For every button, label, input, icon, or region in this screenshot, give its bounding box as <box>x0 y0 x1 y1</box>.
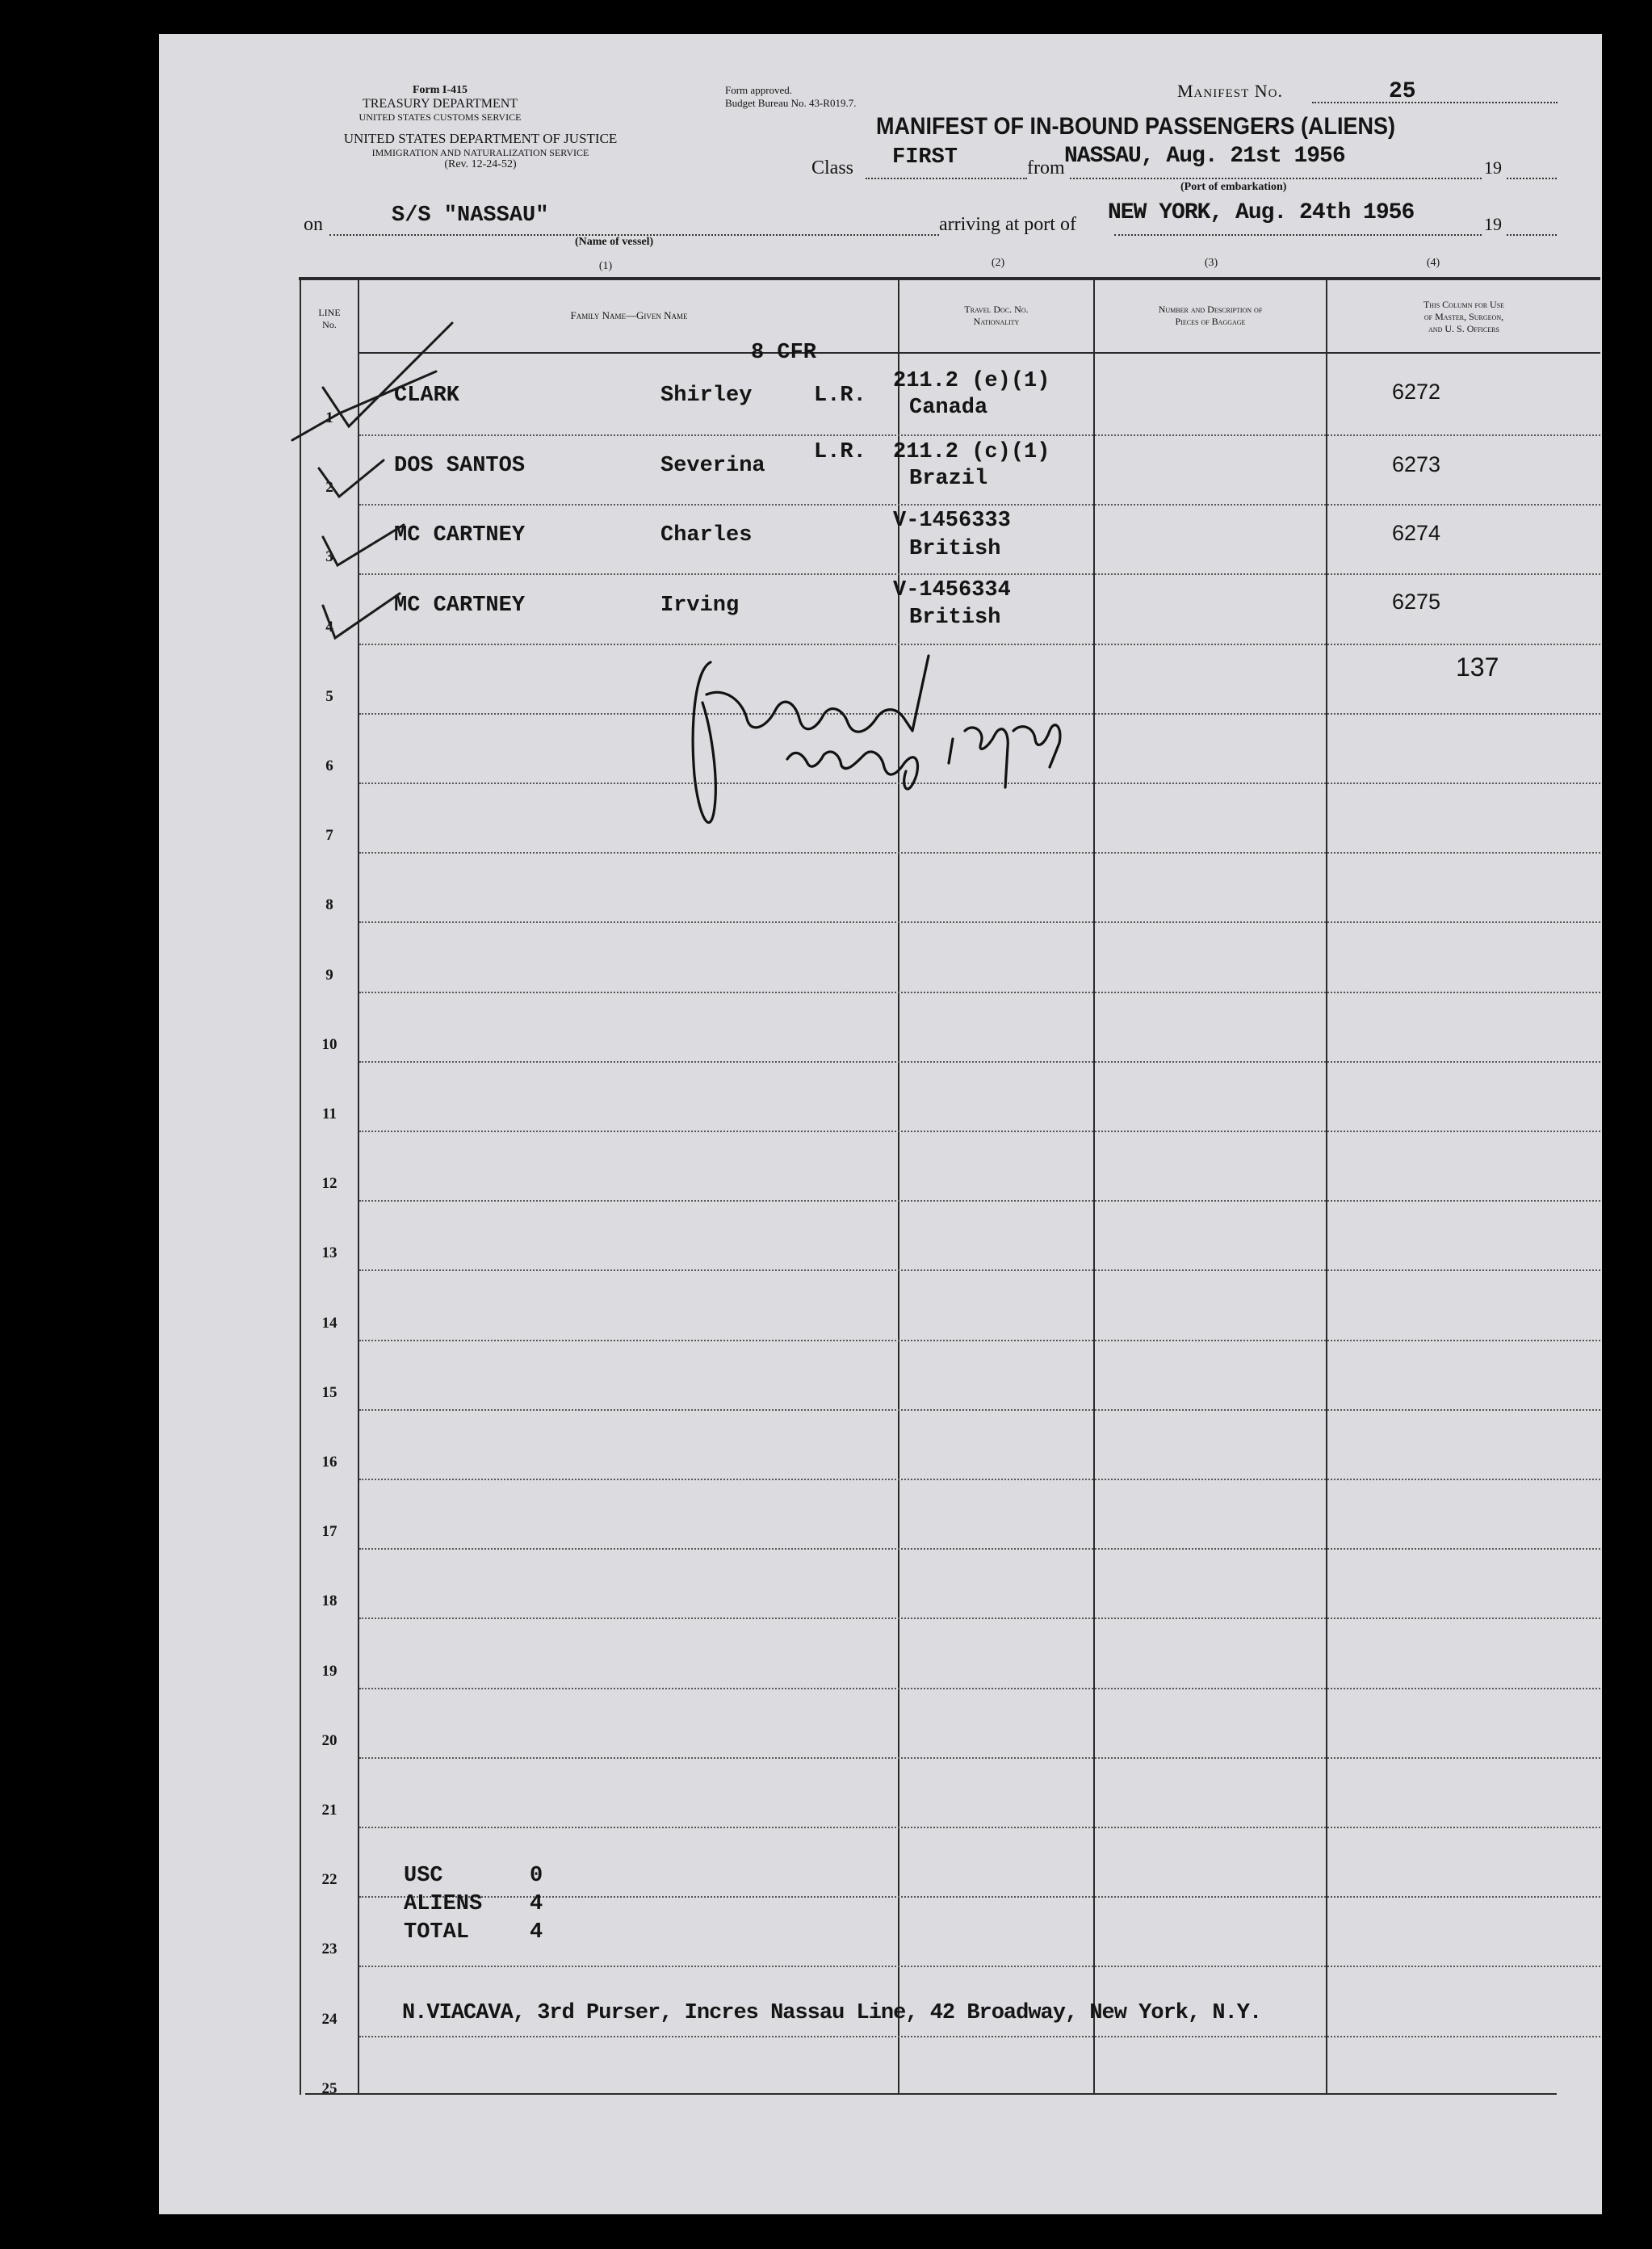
col-num-1: (1) <box>598 260 613 272</box>
passenger-3-officer-no: 6274 <box>1392 521 1441 545</box>
passenger-1-officer-no: 6272 <box>1392 380 1441 404</box>
check-mark-row-2 <box>319 460 384 497</box>
customs-service: UNITED STATES CUSTOMS SERVICE <box>358 111 522 123</box>
passenger-2-nationality: Brazil <box>909 467 988 491</box>
header-line-no: LINE No. <box>318 307 341 330</box>
total-usc-value: 0 <box>530 1864 543 1888</box>
line-number: 21 <box>321 1802 338 1819</box>
passenger-3-given: Charles <box>660 523 753 548</box>
stamp-number: 137 <box>1456 652 1499 682</box>
justice-dept: UNITED STATES DEPARTMENT OF JUSTICE <box>343 131 618 146</box>
line-number: 8 <box>325 896 333 913</box>
check-mark-row-3 <box>323 525 404 565</box>
treasury-dept: TREASURY DEPARTMENT <box>362 97 518 111</box>
line-number: 2 <box>325 479 333 496</box>
passenger-1-lr: L.R. <box>814 384 866 408</box>
passenger-2-family: DOS SANTOS <box>394 454 526 478</box>
line-number: 12 <box>321 1175 338 1192</box>
from-value: NASSAU, Aug. 21st 1956 <box>1064 144 1345 169</box>
line-number: 10 <box>321 1036 338 1053</box>
passenger-1-doc: 211.2 (e)(1) <box>893 369 1050 393</box>
line-number: 14 <box>321 1315 338 1332</box>
passenger-4-given: Irving <box>660 594 740 618</box>
header-travel: Travel Doc. No. Nationality <box>964 304 1029 327</box>
passenger-4-doc: V-1456334 <box>893 578 1011 602</box>
line-number: 16 <box>321 1454 338 1471</box>
col-num-3: (3) <box>1204 257 1218 269</box>
check-mark-row-1 <box>292 323 452 440</box>
total-total-value: 4 <box>530 1920 543 1945</box>
year-suffix-2: 19 <box>1484 214 1502 234</box>
passenger-2-lr: L.R. <box>814 440 866 464</box>
total-usc-label: USC <box>404 1864 443 1888</box>
arriving-value: NEW YORK, Aug. 24th 1956 <box>1108 200 1415 225</box>
passenger-2-given: Severina <box>660 454 765 478</box>
line-number: 15 <box>321 1384 338 1401</box>
vessel-name: S/S "NASSAU" <box>392 204 549 228</box>
check-mark-row-4 <box>323 594 400 638</box>
line-number: 18 <box>321 1592 338 1609</box>
port-embark-label: (Port of embarkation) <box>1180 181 1287 193</box>
passenger-3-nationality: British <box>909 537 1001 561</box>
passenger-3-family: MC CARTNEY <box>394 523 526 548</box>
passenger-2-doc: 211.2 (c)(1) <box>893 440 1050 464</box>
line-number: 5 <box>325 688 333 705</box>
line-number: 19 <box>321 1663 338 1680</box>
line-number: 25 <box>321 2080 338 2097</box>
signature <box>693 656 1060 823</box>
manifest-no-label: Manifest No. <box>1177 81 1283 101</box>
class-label: Class <box>811 157 854 178</box>
line-number: 22 <box>321 1871 338 1888</box>
col-num-2: (2) <box>991 257 1005 269</box>
passenger-3-doc: V-1456333 <box>893 509 1011 533</box>
line-number: 20 <box>321 1732 338 1749</box>
header-baggage: Number and Description of Pieces of Baggage <box>1158 304 1263 327</box>
revision-date: (Rev. 12-24-52) <box>444 158 517 170</box>
line-number: 6 <box>325 757 333 774</box>
purser-signature-line: N.VIACAVA, 3rd Purser, Incres Nassau Line, 42 Broadway, New York, N.Y. <box>402 2001 1262 2025</box>
class-value: FIRST <box>892 145 958 170</box>
passenger-1-family: CLARK <box>394 384 460 408</box>
line-number: 4 <box>325 619 333 636</box>
passenger-1-given: Shirley <box>660 384 753 408</box>
from-label: from <box>1027 157 1065 178</box>
ins-service: IMMIGRATION AND NATURALIZATION SERVICE <box>371 147 589 158</box>
header-officers: This Column for Use of Master, Surgeon, and U. S. Officers <box>1423 299 1505 334</box>
line-number: 24 <box>321 2011 338 2028</box>
form-approved: Form approved. <box>725 84 793 96</box>
total-aliens-label: ALIENS <box>404 1892 483 1916</box>
line-number: 13 <box>321 1244 338 1261</box>
header-name: Family Name—Given Name <box>570 309 688 321</box>
arriving-label: arriving at port of <box>939 214 1076 235</box>
form-id: Form I-415 <box>412 84 468 96</box>
passenger-4-family: MC CARTNEY <box>394 594 526 618</box>
total-total-label: TOTAL <box>404 1920 470 1945</box>
line-number: 1 <box>325 409 333 426</box>
budget-bureau: Budget Bureau No. 43-R019.7. <box>725 97 857 109</box>
manifest-no-value: 25 <box>1389 79 1416 104</box>
passenger-2-officer-no: 6273 <box>1392 452 1441 476</box>
on-label: on <box>304 214 323 235</box>
total-aliens-value: 4 <box>530 1892 543 1916</box>
vessel-label: (Name of vessel) <box>575 236 654 248</box>
passenger-4-nationality: British <box>909 606 1001 630</box>
line-number: 11 <box>322 1106 337 1122</box>
line-number: 3 <box>325 548 333 565</box>
manifest-title: MANIFEST OF IN-BOUND PASSENGERS (ALIENS) <box>876 113 1396 140</box>
year-suffix: 19 <box>1484 157 1502 178</box>
passenger-1-nationality: Canada <box>909 396 988 420</box>
line-number: 7 <box>325 827 333 844</box>
line-number: 23 <box>321 1941 338 1957</box>
line-number: 9 <box>325 967 333 984</box>
line-number: 17 <box>321 1523 338 1540</box>
col-num-4: (4) <box>1426 257 1440 269</box>
passenger-4-officer-no: 6275 <box>1392 590 1441 614</box>
header-note-8cfr: 8 CFR <box>751 341 817 365</box>
